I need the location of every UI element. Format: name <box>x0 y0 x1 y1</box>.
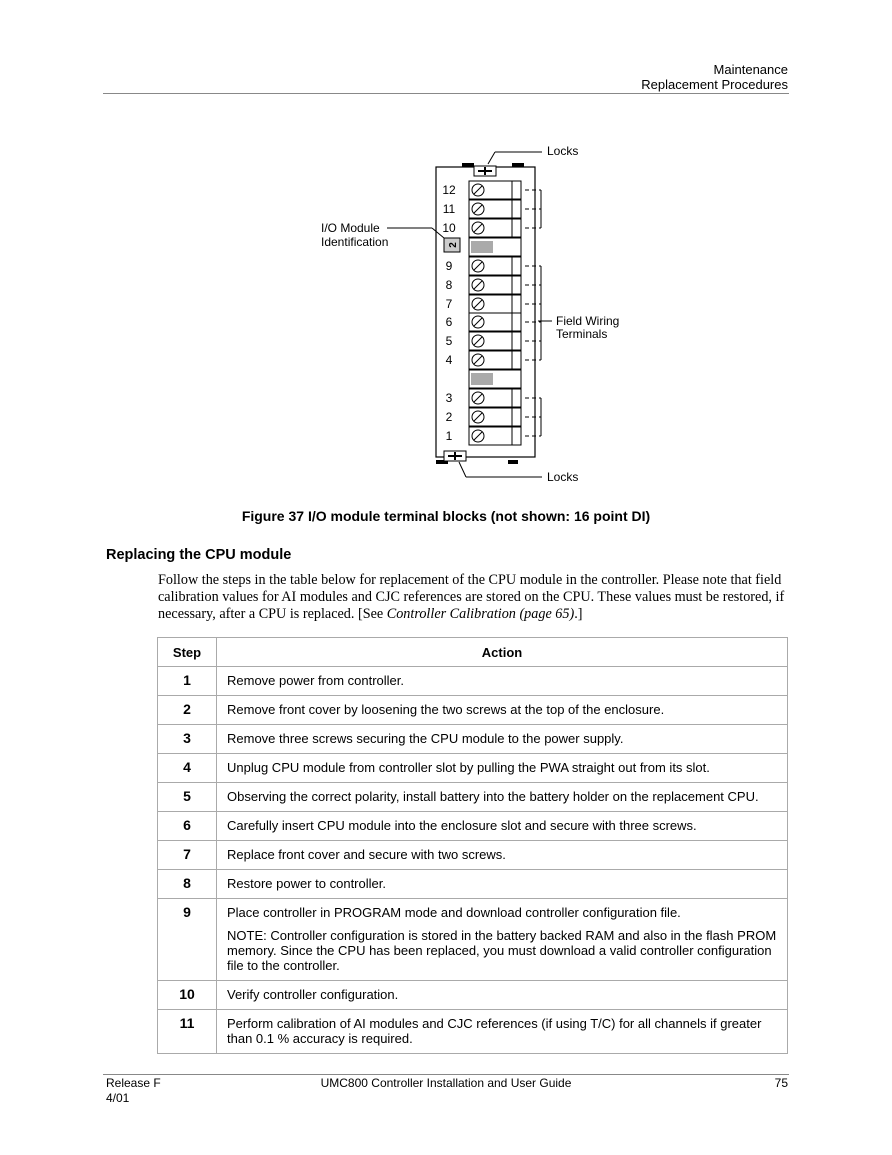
table-row <box>158 725 788 754</box>
figure-caption: Figure 37 I/O module terminal blocks (not shown: 16 point DI) <box>241 508 651 524</box>
step-action <box>217 667 788 696</box>
header-step: Step <box>158 638 217 667</box>
header-action: Action <box>217 638 788 667</box>
terminal-number: 5 <box>445 334 453 348</box>
step-action <box>217 725 788 754</box>
steps-table <box>157 637 788 1054</box>
table-header-row <box>158 638 788 667</box>
intro-end: .] <box>574 606 583 622</box>
terminal-number: 11 <box>442 202 456 216</box>
action-text: Verify controller configuration. <box>227 987 399 1002</box>
action-text: Remove front cover by loosening the two screws at the top of the enclosure. <box>227 702 665 717</box>
intro-paragraph <box>158 572 788 623</box>
label-field-line1: Field Wiring <box>556 314 620 328</box>
action-text: Place controller in PROGRAM mode and download controller configuration file. <box>227 905 681 920</box>
footer-guide-title: UMC800 Controller Installation and User Guide <box>320 1076 572 1090</box>
footer-page-number: 75 <box>774 1076 788 1090</box>
action-text: Unplug CPU module from controller slot by pulling the PWA straight out from its slot. <box>227 760 710 775</box>
leader-lock-bottom <box>459 462 466 477</box>
lock-tab-top-right <box>512 163 524 167</box>
step-number: 10 <box>158 981 217 1010</box>
step-number: 4 <box>158 754 217 783</box>
action-text: Replace front cover and secure with two screws. <box>227 847 506 862</box>
terminal-number: 2 <box>445 410 453 424</box>
io-module-figure <box>300 135 640 495</box>
action-text: Observing the correct polarity, install battery into the battery holder on the replacement CPU. <box>227 789 759 804</box>
step-action <box>217 754 788 783</box>
terminal-number: 8 <box>445 278 453 292</box>
table-row <box>158 783 788 812</box>
action-text: Perform calibration of AI modules and CJC references (if using T/C) for all channels if greater than 0.1 % accuracy is required. <box>227 1016 762 1046</box>
table-row <box>158 841 788 870</box>
step-number: 7 <box>158 841 217 870</box>
footer-date: 4/01 <box>106 1091 130 1105</box>
table-row <box>158 981 788 1010</box>
lock-tab-bottom-right <box>508 460 518 464</box>
step-action <box>217 981 788 1010</box>
terminal-number: 10 <box>442 221 456 235</box>
step-number: 5 <box>158 783 217 812</box>
table-row <box>158 812 788 841</box>
header-line1: Maintenance <box>713 62 788 77</box>
label-io-line1: I/O Module <box>321 221 380 235</box>
step-action <box>217 783 788 812</box>
terminal-number: 6 <box>445 315 453 329</box>
step-action <box>217 696 788 725</box>
terminal-number: 7 <box>445 297 453 311</box>
action-text: Carefully insert CPU module into the enclosure slot and secure with three screws. <box>227 818 697 833</box>
terminal-number: 4 <box>445 353 453 367</box>
step-action <box>217 841 788 870</box>
step-number: 6 <box>158 812 217 841</box>
step-number: 8 <box>158 870 217 899</box>
step-action <box>217 1010 788 1054</box>
footer-release: Release F <box>106 1076 161 1090</box>
spacer-block <box>471 241 493 253</box>
label-io-line2: Identification <box>321 235 389 249</box>
step-action <box>217 870 788 899</box>
table-row <box>158 1010 788 1054</box>
spacer-block <box>471 373 493 385</box>
terminal-number: 9 <box>445 259 453 273</box>
action-note: NOTE: Controller configuration is stored in the battery backed RAM and also in the flash PROM memory. Since the CPU has been replaced, you must download a valid controller configuration file to the controller. <box>227 928 777 973</box>
leader-lock-top <box>488 152 495 164</box>
intro-reference: Controller Calibration (page 65) <box>386 606 575 622</box>
step-action <box>217 899 788 981</box>
label-field-line2: Terminals <box>556 327 608 341</box>
step-number: 3 <box>158 725 217 754</box>
label-locks-bottom: Locks <box>547 470 579 484</box>
table-row <box>158 696 788 725</box>
table-body <box>158 667 788 1054</box>
label-locks-top: Locks <box>547 144 579 158</box>
action-text: Restore power to controller. <box>227 876 386 891</box>
action-text: Remove power from controller. <box>227 673 405 688</box>
table-row <box>158 667 788 696</box>
section-title: Replacing the CPU module <box>106 547 292 563</box>
step-number: 11 <box>158 1010 217 1054</box>
footer-rule <box>103 1074 789 1075</box>
terminal-number: 1 <box>445 429 453 443</box>
terminal-number: 3 <box>445 391 453 405</box>
step-number: 2 <box>158 696 217 725</box>
module-id-text: 2 <box>448 242 459 248</box>
step-number: 9 <box>158 899 217 981</box>
step-action <box>217 812 788 841</box>
page-header <box>641 62 788 92</box>
table-row <box>158 899 788 981</box>
intro-text: Follow the steps in the table below for replacement of the CPU module in the controller. Please note that field calibration values for AI modules and CJC references are stored on the CPU. These values must be restored, if necessary, after a CPU is replaced. [See <box>158 572 785 622</box>
action-text: Remove three screws securing the CPU module to the power supply. <box>227 731 624 746</box>
table-row <box>158 754 788 783</box>
terminal-number: 12 <box>442 183 456 197</box>
terminal-block-diagram <box>300 135 640 495</box>
table-row <box>158 870 788 899</box>
header-rule <box>103 93 789 94</box>
header-line2: Replacement Procedures <box>641 77 788 92</box>
lock-tab-top-left <box>462 163 474 167</box>
step-number: 1 <box>158 667 217 696</box>
